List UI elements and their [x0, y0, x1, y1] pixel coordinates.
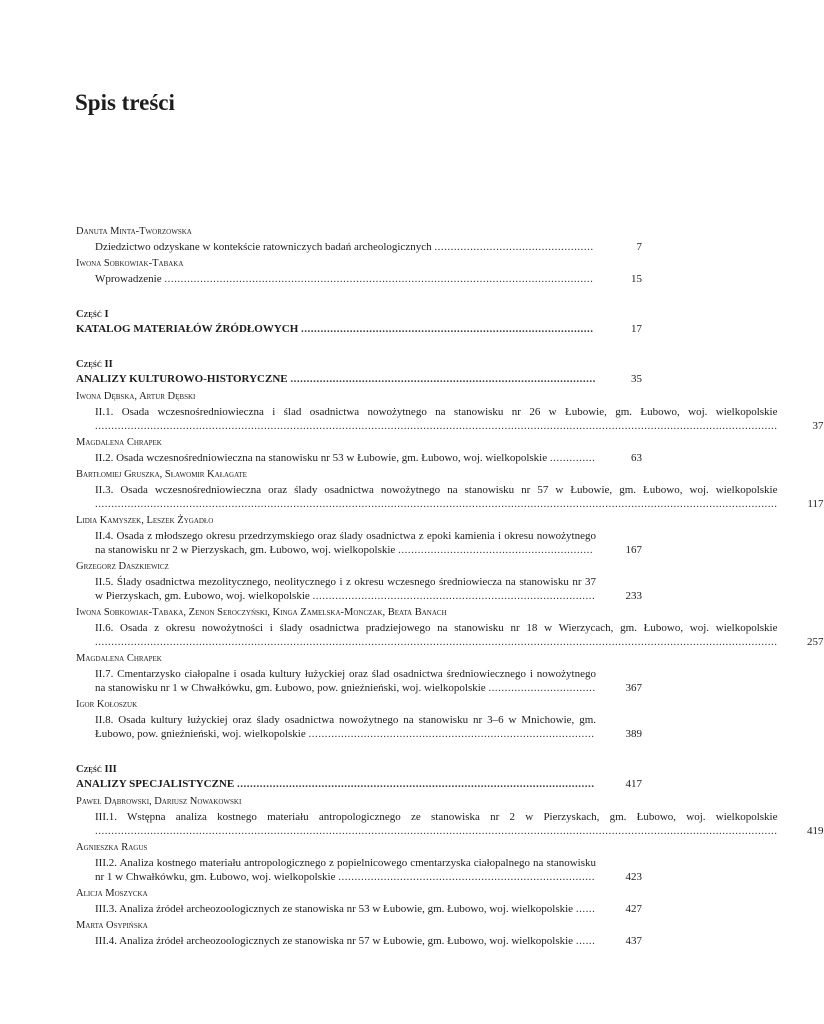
table-of-contents — [76, 225, 824, 951]
toc-row[interactable] — [76, 272, 642, 286]
entry-page: 15 — [631, 273, 642, 285]
entry-author: Magdalena Chrapek — [76, 653, 162, 664]
toc-entry-front-2 — [76, 257, 642, 286]
dot-leaders: .................................................................................................................................................................................................................. — [95, 498, 778, 510]
entry-author: Lidia Kamyszek, Leszek Żygadło — [76, 515, 214, 526]
entry-author: Danuta Minta-Tworzowska — [76, 226, 192, 237]
entry-title: III.4. Analiza źródeł archeozoologicznych ze stanowiska nr 57 w Łubowie, gm. Łubowo, woj. wielkopolskie — [95, 935, 574, 947]
part-heading-row[interactable] — [76, 777, 642, 791]
part-page: 17 — [631, 323, 642, 335]
toc-entry — [76, 919, 642, 948]
toc-row[interactable] — [76, 575, 642, 603]
dot-leaders: .......................................................................................... — [301, 323, 594, 335]
part-title: ANALIZY KULTUROWO-HISTORYCZNE — [76, 373, 288, 385]
entry-title: II.6. Osada z okresu nowożytności i ślady osadnictwa pradziejowego na stanowisku nr 18 w Wierzycach, gm. Łubowo, woj. wielkopolskie — [95, 622, 778, 634]
toc-entry — [76, 841, 642, 884]
toc-row[interactable] — [76, 902, 642, 916]
entry-author: Iwona Sobkowiak-Tabaka — [76, 258, 184, 269]
entry-author: Igor Kołoszuk — [76, 699, 138, 710]
entry-page: 37 — [812, 420, 824, 432]
dot-leaders: ...... — [575, 903, 596, 915]
entry-page: 367 — [625, 682, 642, 694]
dot-leaders: ............................................................................... — [338, 871, 595, 883]
toc-entry — [76, 436, 642, 465]
dot-leaders: .............. — [549, 452, 596, 464]
entry-title: II.3. Osada wczesnośredniowieczna oraz ślady osadnictwa nowożytnego na stanowisku nr 57 w Łubowie, gm. Łubowo, woj. wielkopolskie — [95, 484, 778, 496]
toc-row[interactable] — [76, 810, 824, 838]
dot-leaders: ................................................. — [434, 241, 594, 253]
entry-page: 257 — [807, 636, 824, 648]
entry-page: 63 — [631, 452, 642, 464]
entry-title: III.1. Wstępna analiza kostnego materiału antropologicznego ze stanowiska nr 2 w Pierzyskach, gm. Łubowo, woj. wielkopolskie — [95, 811, 778, 823]
part-3 — [76, 763, 824, 948]
part-label: Część III — [76, 764, 117, 775]
part-page: 417 — [625, 778, 642, 790]
entry-page: 427 — [625, 903, 642, 915]
entry-author: Iwona Sobkowiak-Tabaka, Zenon Seroczyński, Kinga Zamelska-Monczak, Beata Banach — [76, 607, 447, 618]
dot-leaders: .................................................................................................................................................................................................................. — [95, 420, 778, 432]
toc-entry — [76, 887, 642, 916]
part-1 — [76, 308, 642, 336]
part-heading-row[interactable] — [76, 322, 642, 336]
entry-author: Bartłomiej Gruszka, Sławomir Kałagate — [76, 469, 247, 480]
dot-leaders: ................................. — [488, 682, 596, 694]
toc-entry-front-1 — [76, 225, 642, 254]
entry-author: Iwona Dębska, Artur Dębski — [76, 391, 196, 402]
entry-title: II.1. Osada wczesnośredniowieczna i ślad osadnictwa nowożytnego na stanowisku nr 26 w Łubowie, gm. Łubowo, woj. wielkopolskie — [95, 406, 778, 418]
dot-leaders: ....................................................................................... — [312, 590, 596, 602]
toc-row[interactable] — [76, 529, 642, 557]
entry-page: 437 — [625, 935, 642, 947]
entry-title: III.3. Analiza źródeł archeozoologicznych ze stanowiska nr 53 w Łubowie, gm. Łubowo, woj. wielkopolskie — [95, 903, 574, 915]
part-page: 35 — [631, 373, 642, 385]
entry-page: 423 — [625, 871, 642, 883]
toc-row[interactable] — [76, 240, 642, 254]
part-label: Część II — [76, 359, 113, 370]
part-label: Część I — [76, 309, 109, 320]
entry-author: Marta Osypińska — [76, 920, 148, 931]
dot-leaders: .............................................................................................................. — [236, 778, 595, 790]
entry-author: Alicja Moszycka — [76, 888, 148, 899]
entry-page: 389 — [625, 728, 642, 740]
toc-row[interactable] — [76, 451, 642, 465]
toc-entry — [76, 652, 642, 695]
toc-entry — [76, 606, 824, 649]
entry-page: 7 — [636, 241, 642, 253]
part-title: ANALIZY SPECJALISTYCZNE — [76, 778, 235, 790]
dot-leaders: ............................................................ — [398, 544, 594, 556]
toc-entry — [76, 468, 824, 511]
entry-title: II.7. Cmentarzysko ciałopalne i osada kultury łużyckiej oraz ślad osadnictwa średniowiecznego i nowożytnego na stanowisku nr 1 w Chwałkówku, gm. Łubowo, pow. gnieźnieński, woj. wielkopolskie — [95, 668, 596, 694]
dot-leaders: .................................................................................................................................................................................................................. — [95, 636, 778, 648]
toc-entry — [76, 560, 642, 603]
entry-title: II.8. Osada kultury łużyckiej oraz ślady osadnictwa nowożytnego na stanowisku nr 3–6 w Mnichowie, gm. Łubowo, pow. gnieźnieński, woj. wielkopolskie — [95, 714, 596, 740]
dot-leaders: ...... — [575, 935, 596, 947]
entry-title: II.4. Osada z młodszego okresu przedrzymskiego oraz ślady osadnictwa z epoki kamienia i okresu nowożytnego na stanowisku nr 2 w Pierzyskach, gm. Łubowo, woj. wielkopolskie — [95, 530, 596, 556]
entry-title: III.2. Analiza kostnego materiału antropologicznego z popielnicowego cmentarzyska ciałopalnego na stanowisku nr 1 w Chwałkówku, gm. Łubowo, woj. wielkopolskie — [95, 857, 596, 883]
page-title: Spis treści — [75, 90, 175, 115]
toc-row[interactable] — [76, 667, 642, 695]
toc-entry — [76, 795, 824, 838]
entry-title: II.5. Ślady osadnictwa mezolitycznego, neolitycznego i z okresu wczesnego średniowiecza na stanowisku nr 37 w Pierzyskach, gm. Łubowo, woj. wielkopolskie — [95, 576, 596, 602]
entry-page: 117 — [807, 498, 824, 510]
entry-page: 419 — [807, 825, 824, 837]
part-heading-row[interactable] — [76, 372, 642, 386]
entry-title: Wprowadzenie — [95, 273, 162, 285]
toc-row[interactable] — [76, 483, 824, 511]
toc-row[interactable] — [76, 856, 642, 884]
dot-leaders: .................................................................................................................................... — [164, 273, 594, 285]
toc-row[interactable] — [76, 713, 642, 741]
toc-row[interactable] — [76, 934, 642, 948]
entry-author: Grzegorz Daszkiewicz — [76, 561, 169, 572]
entry-title: II.2. Osada wczesnośredniowieczna na stanowisku nr 53 w Łubowie, gm. Łubowo, woj. wielkopolskie — [95, 452, 548, 464]
part-2 — [76, 358, 824, 741]
entry-author: Magdalena Chrapek — [76, 437, 162, 448]
part-title: KATALOG MATERIAŁÓW ŹRÓDŁOWYCH — [76, 323, 299, 335]
entry-title: Dziedzictwo odzyskane w kontekście ratowniczych badań archeologicznych — [95, 241, 432, 253]
entry-author: Agnieszka Ragus — [76, 842, 148, 853]
toc-row[interactable] — [76, 621, 824, 649]
entry-page: 167 — [625, 544, 642, 556]
dot-leaders: .............................................................................................. — [290, 373, 596, 385]
entry-page: 233 — [625, 590, 642, 602]
dot-leaders: .................................................................................................................................................................................................................. — [95, 825, 778, 837]
dot-leaders: ........................................................................................ — [308, 728, 595, 740]
toc-entry — [76, 514, 642, 557]
toc-entry — [76, 390, 824, 433]
toc-entry — [76, 698, 642, 741]
toc-row[interactable] — [76, 405, 824, 433]
entry-author: Paweł Dąbrowski, Dariusz Nowakowski — [76, 796, 242, 807]
